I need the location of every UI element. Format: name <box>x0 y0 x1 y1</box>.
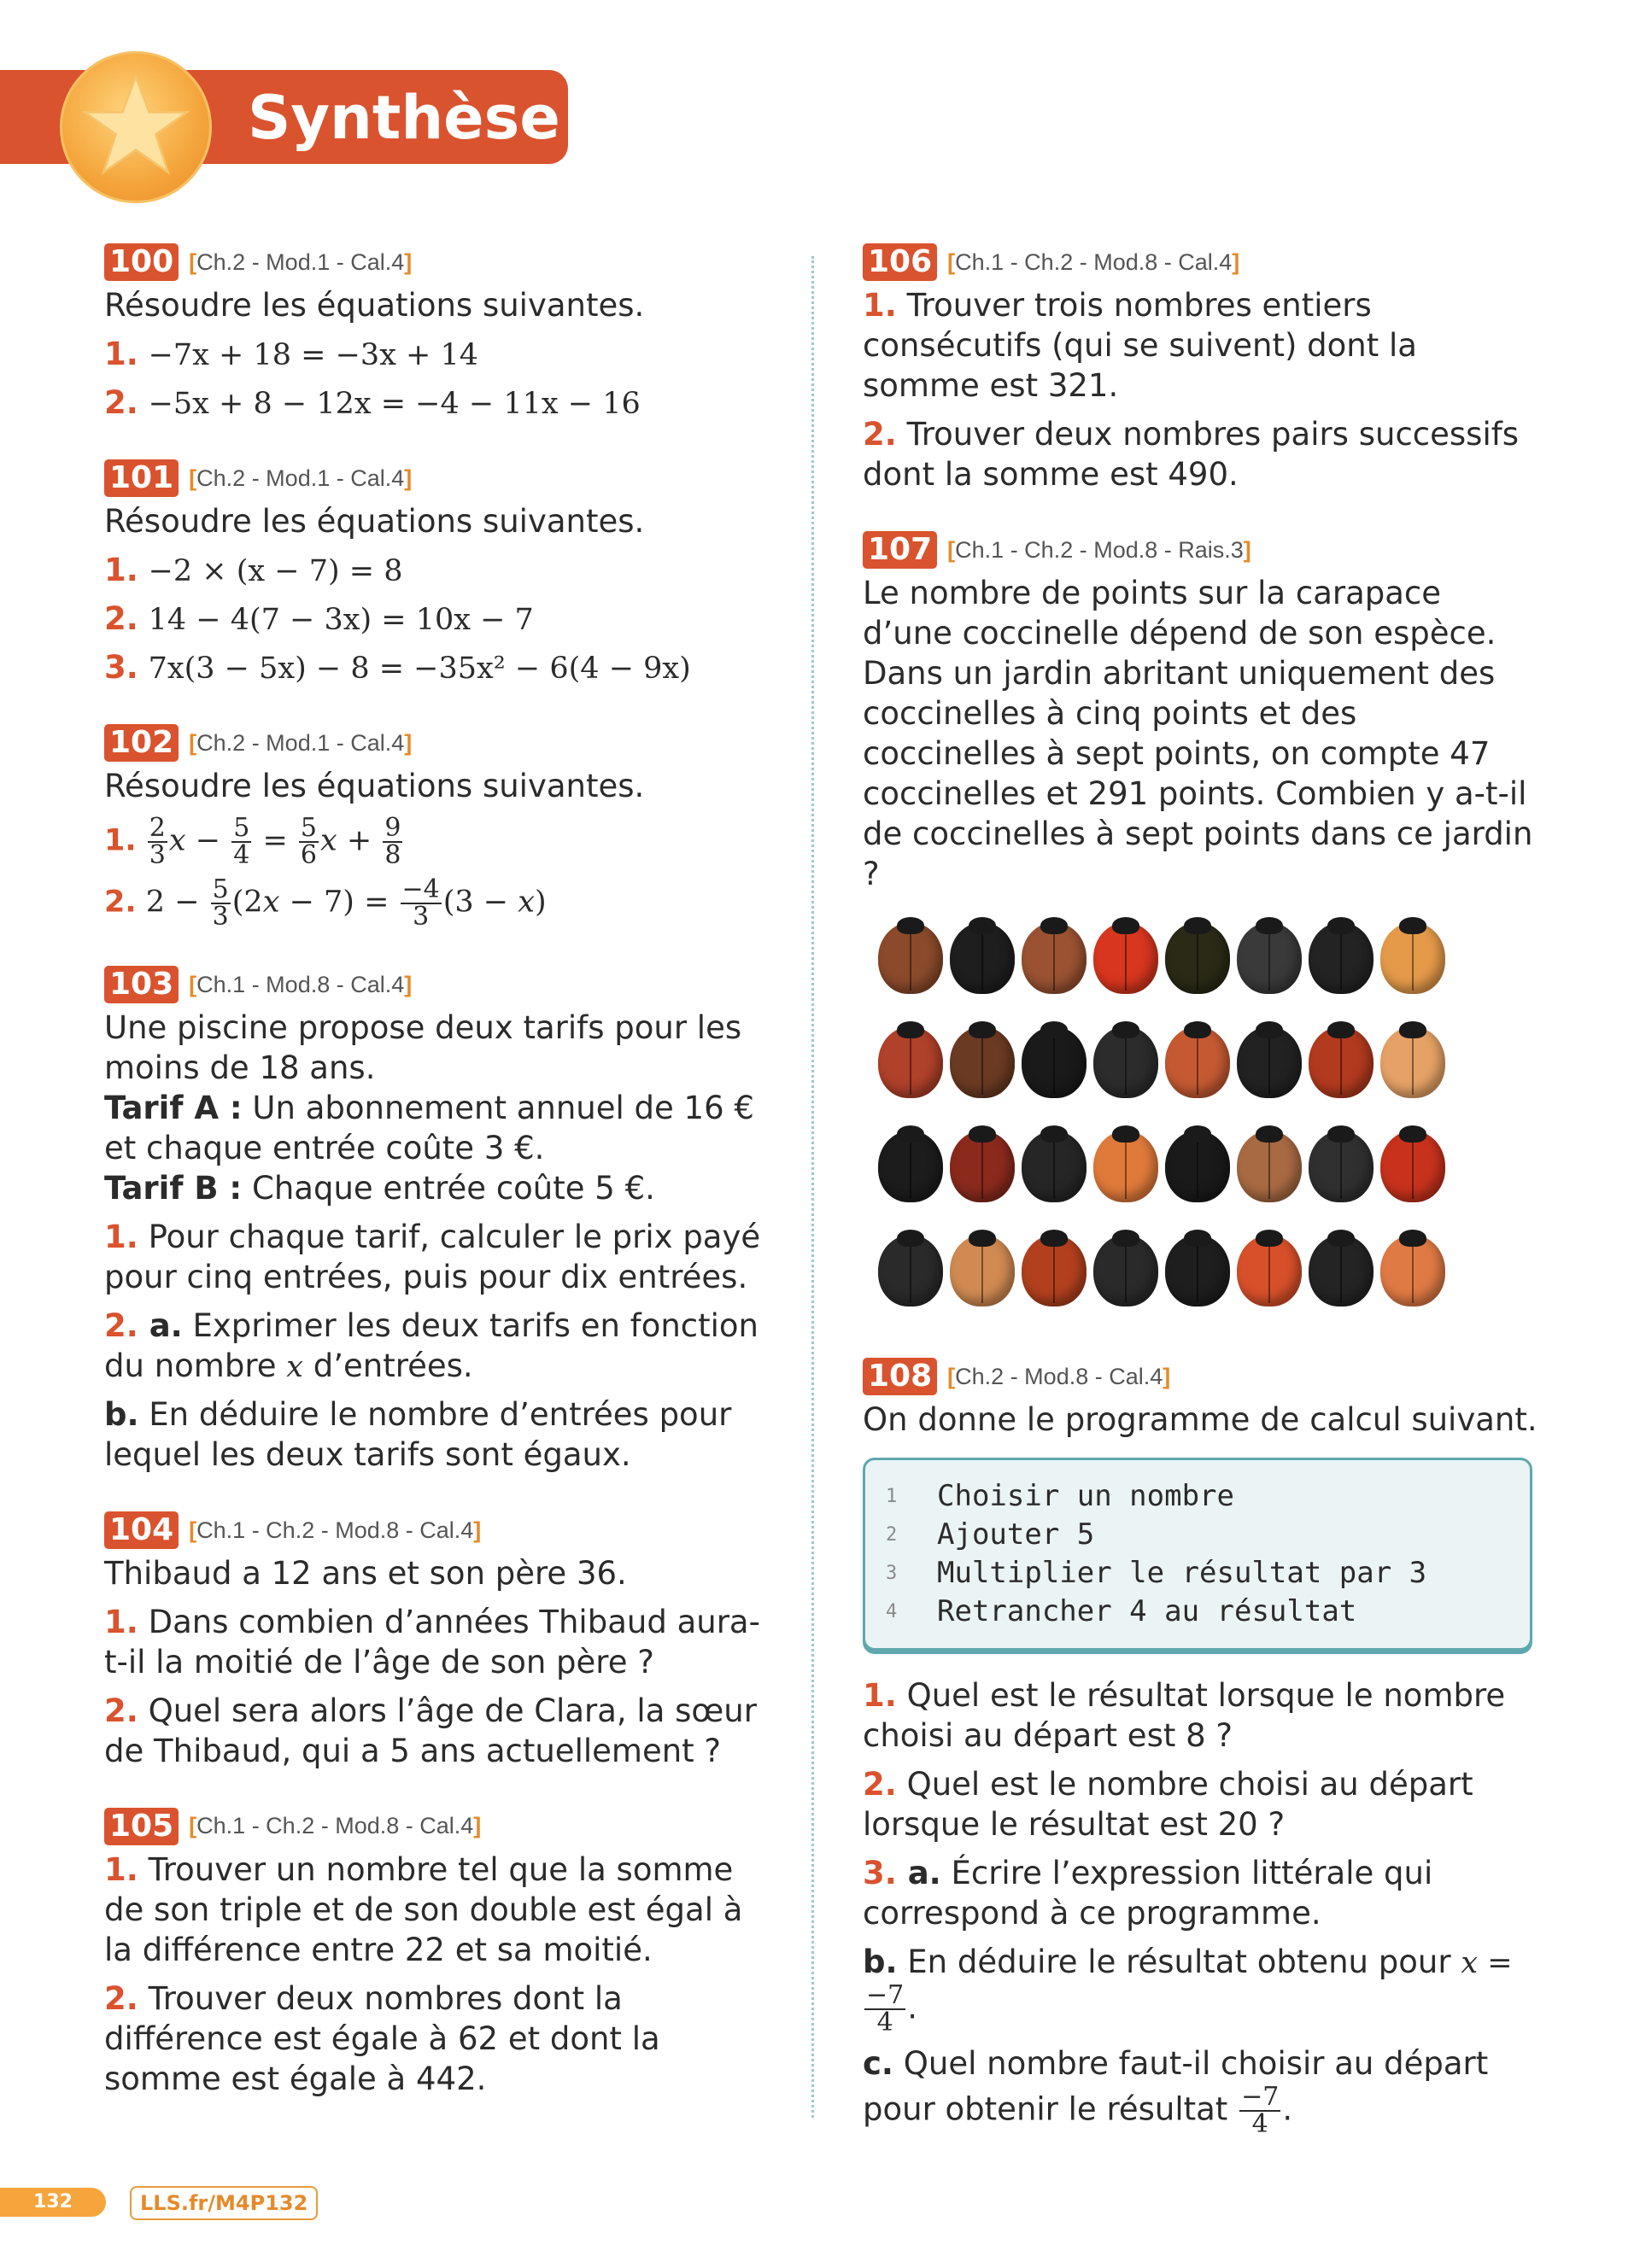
question-2: 2. Trouver deux nombres pairs successifs dont la somme est 490. <box>863 415 1520 493</box>
question-1: 1. Trouver trois nombres entiers consécutifs (qui se suivent) dont la somme est 321. <box>863 287 1417 404</box>
exercise-number: 101 <box>104 459 179 497</box>
exercise-reference: [Ch.2 - Mod.1 - Cal.4] <box>189 248 413 275</box>
exercise-number: 108 <box>863 1358 937 1395</box>
exercise-108 <box>863 1358 1538 2137</box>
question-2a: 2. a. Exprimer les deux tarifs en fonction du nombre x d’entrées. <box>104 1306 758 1384</box>
exercise-101 <box>104 459 770 688</box>
question-3c: c. Quel nombre faut-il choisir au départ pour obtenir le résultat $\frac{-7}{4}$ . <box>863 2044 1489 2139</box>
program-line: 3 Multiplier le résultat par 3 <box>886 1555 1427 1590</box>
ladybug-image <box>1237 922 1302 994</box>
exercise-number: 103 <box>104 966 179 1003</box>
exercise-100 <box>104 243 770 424</box>
ladybug-image <box>1237 1131 1302 1202</box>
question-3a: 3. a. Écrire l’expression littérale qui correspond à ce programme. <box>863 1854 1433 1932</box>
exercise-number: 102 <box>104 724 179 762</box>
ladybug-image <box>1022 1235 1086 1306</box>
question-2b: b. En déduire le nombre d’entrées pour lequel les deux tarifs sont égaux. <box>104 1395 732 1473</box>
exercise-reference: [Ch.1 - Ch.2 - Mod.8 - Rais.3] <box>947 536 1251 563</box>
ladybug-image <box>878 1026 943 1098</box>
exercise-intro: Résoudre les équations suivantes. <box>104 502 645 540</box>
right-column <box>863 243 1538 2173</box>
ladybug-image <box>1380 1026 1445 1098</box>
exercise-intro: Thibaud a 12 ans et son père 36. <box>104 1554 627 1592</box>
question-2: 2. Trouver deux nombres dont la différence est égale à 62 et dont la somme est égale à 442. <box>104 1979 660 2097</box>
exercise-105 <box>104 1808 770 2100</box>
ladybug-image <box>1093 1235 1158 1306</box>
ladybug-image <box>878 1131 943 1202</box>
left-column <box>104 243 770 2136</box>
column-divider <box>811 256 814 2118</box>
ladybug-image <box>1165 1131 1230 1202</box>
page-number: 132 <box>0 2188 106 2217</box>
exercise-104 <box>104 1511 770 1772</box>
exercise-intro: On donne le programme de calcul suivant. <box>863 1400 1538 1438</box>
ladybug-image <box>1380 1235 1445 1306</box>
page-title: Synthèse <box>248 83 560 153</box>
exercise-number: 105 <box>104 1808 179 1845</box>
ladybug-image <box>1022 1131 1086 1202</box>
question-1: 1. $\frac{2}{3}$ x − $\frac{5}{4}$ = $\frac{5}{6}$ x + $\frac{9}{8}$ <box>104 812 401 870</box>
ladybug-image <box>950 1235 1015 1306</box>
ladybug-image <box>1022 1026 1086 1098</box>
program-line: 2 Ajouter 5 <box>886 1517 1095 1552</box>
question-1: 1. Dans combien d’années Thibaud aura-t-il la moitié de l’âge de son père ? <box>104 1603 760 1681</box>
exercise-number: 106 <box>863 243 937 281</box>
question-2: 2. Quel sera alors l’âge de Clara, la sœur de Thibaud, qui a 5 ans actuellement ? <box>104 1692 757 1769</box>
exercise-reference: [Ch.2 - Mod.1 - Cal.4] <box>189 729 413 756</box>
exercise-reference: [Ch.2 - Mod.8 - Cal.4] <box>947 1363 1171 1389</box>
exercise-102 <box>104 724 770 930</box>
ladybug-image <box>1165 1235 1230 1306</box>
exercise-reference: [Ch.1 - Ch.2 - Mod.8 - Cal.4] <box>189 1813 482 1839</box>
ladybug-image <box>1237 1026 1302 1098</box>
ladybug-image <box>1093 1131 1158 1202</box>
question-2: 2. −5x + 8 − 12x = −4 − 11x − 16 <box>104 383 641 421</box>
star-badge <box>60 51 212 203</box>
exercise-106 <box>863 243 1538 495</box>
ladybug-image <box>950 1026 1015 1098</box>
ladybug-image <box>1380 922 1445 994</box>
resource-link[interactable]: LLS.fr/M4P132 <box>130 2186 318 2220</box>
exercise-reference: [Ch.2 - Mod.1 - Cal.4] <box>189 465 413 491</box>
ladybug-image <box>950 922 1015 994</box>
exercise-reference: [Ch.1 - Mod.8 - Cal.4] <box>189 971 413 997</box>
exercise-107 <box>863 531 1538 1306</box>
ladybug-image <box>1093 1026 1158 1098</box>
question-1: 1. −7x + 18 = −3x + 14 <box>104 335 479 372</box>
exercise-text: Le nombre de points sur la carapace d’une coccinelle dépend de son espèce. Dans un jardin abritant uniquement des coccinelles à cinq points et des coccinelles à sept points, on compte 47 coccinelles et 291 points. Combien y a-t-il de coccinelles à sept points dans ce jardin ? <box>863 574 1533 892</box>
question-2: 2. 2 − $\frac{5}{3}$ (2x − 7) = $\frac{-4}{3}$ (3 − x) <box>104 874 547 932</box>
ladybug-photo-grid <box>878 922 1538 1306</box>
exercise-number: 104 <box>104 1511 179 1549</box>
ladybug-image <box>1309 1131 1374 1202</box>
ladybug-image <box>950 1131 1015 1202</box>
program-line: 4 Retrancher 4 au résultat <box>886 1593 1357 1628</box>
exercise-number: 107 <box>863 531 937 569</box>
exercise-number: 100 <box>104 243 179 281</box>
ladybug-image <box>1165 922 1230 994</box>
question-1: 1. −2 × (x − 7) = 8 <box>104 551 403 588</box>
question-2: 2. 14 − 4(7 − 3x) = 10x − 7 <box>104 599 534 637</box>
ladybug-image <box>1309 1235 1374 1306</box>
ladybug-image <box>1165 1026 1230 1098</box>
ladybug-image <box>1380 1131 1445 1202</box>
ladybug-image <box>1309 1026 1374 1098</box>
star-icon <box>80 70 191 181</box>
ladybug-image <box>1309 922 1374 994</box>
exercise-103 <box>104 966 770 1476</box>
program-line: 1 Choisir un nombre <box>886 1478 1234 1513</box>
question-1: 1. Quel est le résultat lorsque le nombre choisi au départ est 8 ? <box>863 1676 1506 1754</box>
tarif-a: Tarif A : Un abonnement annuel de 16 € et chaque entrée coûte 3 €. <box>104 1089 754 1166</box>
question-3: 3. 7x(3 − 5x) − 8 = −35x² − 6(4 − 9x) <box>104 648 691 686</box>
exercise-reference: [Ch.1 - Ch.2 - Mod.8 - Cal.4] <box>947 248 1240 275</box>
ladybug-image <box>878 922 943 994</box>
tarif-b: Tarif B : Chaque entrée coûte 5 €. <box>104 1169 655 1207</box>
question-1: 1. Pour chaque tarif, calculer le prix payé pour cinq entrées, puis pour dix entrées. <box>104 1218 761 1295</box>
ladybug-image <box>1022 922 1086 994</box>
calculation-program <box>863 1458 1532 1651</box>
ladybug-image <box>878 1235 943 1306</box>
exercise-reference: [Ch.1 - Ch.2 - Mod.8 - Cal.4] <box>189 1517 482 1543</box>
question-2: 2. Quel est le nombre choisi au départ lorsque le résultat est 20 ? <box>863 1765 1473 1843</box>
question-3b: b. En déduire le résultat obtenu pour x = $\frac{-7}{4}$ . <box>863 1943 1513 2037</box>
exercise-intro: Résoudre les équations suivantes. <box>104 287 645 324</box>
ladybug-image <box>1237 1235 1302 1306</box>
exercise-intro: Une piscine propose deux tarifs pour les moins de 18 ans. <box>104 1008 742 1086</box>
ladybug-image <box>1093 922 1158 994</box>
question-1: 1. Trouver un nombre tel que la somme de son triple et de son double est égal à la différence entre 22 et sa moitié. <box>104 1850 743 1968</box>
exercise-intro: Résoudre les équations suivantes. <box>104 767 645 804</box>
